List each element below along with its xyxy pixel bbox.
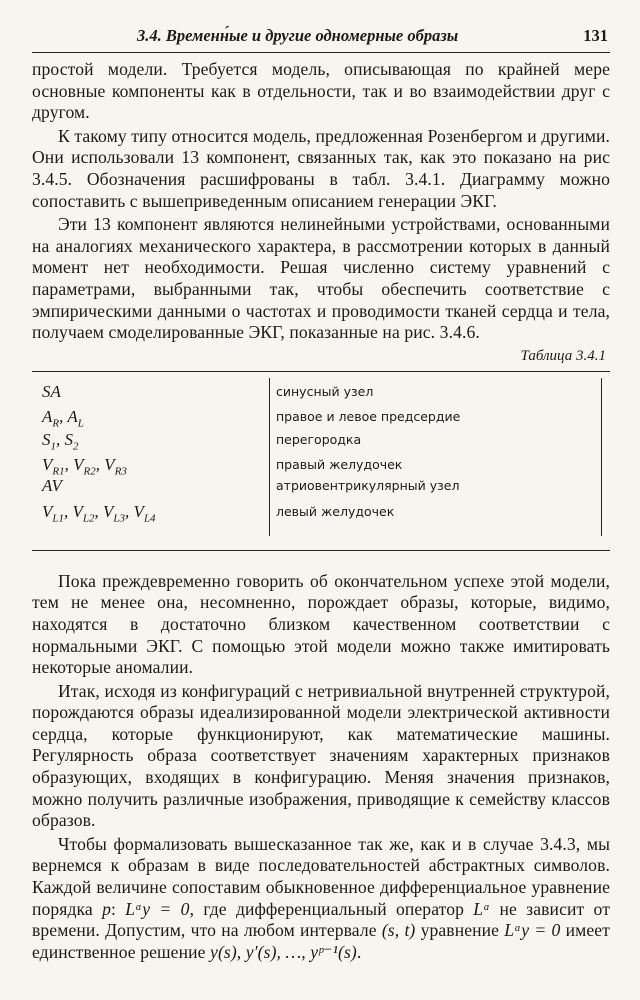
symbol-separator: , [59, 406, 68, 426]
table-row-av [32, 476, 610, 500]
symbol-sa: SA [42, 381, 61, 401]
table-row-sa [32, 382, 610, 406]
page-header [32, 18, 610, 53]
paragraph-5: Итак, исходя из конфигураций с нетривиальной внутренней структурой, порождаются образы идеализированной модели электрической активности сердца, которые функционируют, как математические машины. Регулярность образа соответствует значениям характерных признаков образующих, входящих в конфигурацию. Меняя значения признаков, можно получить различные изображения, приводящие к семейству классов образов. [32, 680, 610, 831]
table-row-description: правое и левое предсердие [276, 408, 461, 424]
table-row-septum [32, 430, 610, 454]
text-run: : [111, 898, 126, 919]
running-title: 3.4. Временн́ые и другие одномерные образы [137, 26, 459, 45]
book-page [32, 18, 610, 963]
text-run: , где дифференциальный оператор [189, 898, 474, 919]
math-operator: Lᵅ [473, 898, 491, 919]
notation-table [32, 371, 610, 551]
paragraph-2: К такому типу относится модель, предложенная Розенбергом и другими. Они использовали 13 компонент, связанных так, как это показано на рис 3.4.5. Обозначения расшифрованы в табл. 3.4.1. Диаграмму можно сопоставить с вышеприведенным описанием генерации ЭКГ. [32, 125, 610, 211]
table-row-description: атриовентрикулярный узел [276, 477, 460, 493]
symbol-right-ventricle: $V_{R1}$, $V_{R2}$, $V_{R3}$ [42, 454, 127, 478]
text-run: . [356, 941, 362, 962]
symbol-av: AV [42, 475, 62, 495]
paragraph-4: Пока преждевременно говорить об окончательном успехе этой модели, тем не менее она, несомненно, порождает образы, которые, видимо, находятся в достаточно близком качественном соответствии с нормальными ЭКГ. С помощью этой модели можно также имитировать некоторые аномалии. [32, 570, 610, 678]
text-run: не зависит от времени. Допустим, что на любом интервале [32, 898, 610, 941]
math-interval: (s, t) [381, 920, 416, 941]
symbol-separator: , [56, 429, 65, 449]
table-row-description: левый желудочек [276, 503, 395, 519]
paragraph-3: Эти 13 компонент являются нелинейными устройствами, основанными на аналогиях механического характера, в рассмотрении которых в данный момент нет необходимости. Решая численно систему уравнений с параметрами, выбранными так, чтобы обеспечить соответствие с эмпирическими данными о частотах и проводимости тканей сердца и тела, получаем смоделированные ЭКГ, показанные на рис. 3.4.6. [32, 214, 610, 343]
table-row-left-ventricle [32, 502, 610, 526]
math-equation: Lᵅy = 0 [125, 898, 190, 919]
text-run: Чтобы формализовать вышесказанное так же, как и в случае 3.4.3, мы вернемся к образам в виде последовательностей абстрактных символов. Каждой величине сопоставим обыкновенное дифференциальное уравнение порядка [32, 833, 610, 919]
table-row-description: синусный узел [276, 383, 374, 399]
text-run: уравнение [415, 920, 505, 941]
table-row-description: правый желудочек [276, 456, 403, 472]
symbol-septum: $S_1$, $S_2$ [42, 429, 79, 453]
symbol-left-ventricle: $V_{L1}$, $V_{L2}$, $V_{L3}$, $V_{L4}$ [42, 501, 156, 525]
table-row-description: перегородка [276, 431, 362, 447]
text-run: имеет единственное решение [32, 920, 610, 962]
math-equation: Lᵅy = 0 [504, 920, 561, 941]
table-row-atria [32, 407, 610, 431]
page-number: 131 [583, 26, 608, 45]
table-caption: Таблица 3.4.1 [520, 347, 606, 364]
math-order-p: p [102, 898, 112, 919]
paragraph-6 [32, 834, 610, 964]
math-solution: y(s), y′(s), …, yᵖ⁻¹(s) [210, 941, 357, 962]
symbol-atria: $A_R$, $A_L$ [42, 406, 84, 430]
paragraph-1: простой модели. Требуется модель, описывающая по крайней мере основные компоненты как в отдельности, так и во взаимодействии друг с другом. [32, 59, 610, 123]
